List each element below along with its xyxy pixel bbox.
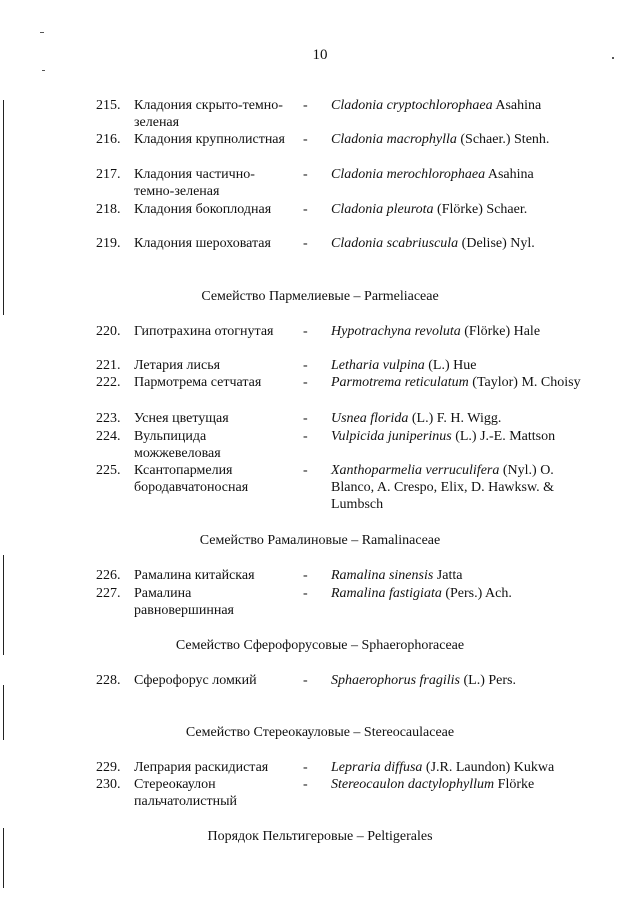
latin-binomial: Ramalina fastigiata [331, 586, 442, 601]
entry-number: 220. [96, 324, 121, 339]
latin-author: (L.) Pers. [463, 673, 516, 688]
latin-name [331, 410, 591, 427]
latin-name [331, 235, 591, 252]
separator-dash: - [303, 324, 308, 339]
latin-author: (J.R. Laundon) Kukwa [425, 760, 555, 775]
latin-binomial: Letharia vulpina [331, 358, 425, 373]
entry-number: 221. [96, 358, 121, 373]
separator-dash: - [303, 411, 308, 426]
latin-author: (Schaer.) Stenh. [460, 132, 550, 147]
latin-binomial: Usnea florida [331, 411, 409, 426]
latin-binomial: Cladonia cryptochlorophaea [331, 98, 493, 113]
entry-number: 228. [96, 673, 121, 688]
russian-name: Кладония крупнолистная [134, 132, 285, 147]
latin-author: (Pers.) Ach. [445, 586, 512, 601]
entry-number: 223. [96, 411, 121, 426]
russian-name: Сферофорус ломкий [134, 673, 257, 688]
separator-dash: - [303, 236, 308, 251]
separator-dash: - [303, 463, 308, 478]
latin-name [331, 462, 591, 513]
order-heading: Порядок Пельтигеровые – Peltigerales [207, 829, 433, 844]
separator-dash: - [303, 98, 308, 113]
russian-name: Кладония частично-темно-зеленая [134, 167, 255, 199]
russian-name: Кладония бокоплодная [134, 202, 272, 217]
russian-name: Рамалина китайская [134, 568, 255, 583]
latin-binomial: Parmotrema reticulatum [331, 375, 469, 390]
russian-name: Рамалина равновершинная [134, 586, 234, 618]
latin-author: (L.) J.-E. Mattson [455, 429, 556, 444]
latin-binomial: Cladonia merochlorophaea [331, 167, 486, 182]
entry-number: 219. [96, 236, 121, 251]
latin-name [331, 776, 591, 793]
latin-binomial: Cladonia pleurota [331, 202, 434, 217]
entry-number: 227. [96, 586, 121, 601]
latin-name [331, 759, 591, 776]
entry-number: 217. [96, 167, 121, 182]
page-number: 10 [312, 47, 328, 63]
separator-dash: - [303, 777, 308, 792]
latin-author: (Delise) Nyl. [461, 236, 535, 251]
latin-name [331, 428, 591, 445]
family-heading: Семейство Стереокауловые – Stereocaulaceae [185, 725, 455, 740]
russian-name: Кладония скрыто-темно-зеленая [134, 98, 283, 130]
latin-binomial: Sphaerophorus fragilis [331, 673, 460, 688]
latin-author: Asahina [487, 167, 534, 182]
separator-dash: - [303, 673, 308, 688]
separator-dash: - [303, 202, 308, 217]
latin-author: (Flörke) Schaer. [437, 202, 528, 217]
latin-name [331, 97, 591, 114]
latin-author: Flörke [497, 777, 535, 792]
family-heading: Семейство Рамалиновые – Ramalinaceae [199, 533, 441, 548]
latin-name [331, 357, 591, 374]
latin-name [331, 201, 591, 218]
latin-author: Asahina [495, 98, 542, 113]
russian-name: Пармотрема сетчатая [134, 375, 262, 390]
latin-binomial: Stereocaulon dactylophyllum [331, 777, 495, 792]
russian-name: Лепрария раскидистая [134, 760, 269, 775]
latin-binomial: Ramalina sinensis [331, 568, 434, 583]
latin-name [331, 567, 591, 584]
entry-number: 230. [96, 777, 121, 792]
latin-author: (Nyl.) O. Blanco, A. Crespo, Elix, D. Hawksw. & Lumbsch [331, 463, 555, 512]
latin-binomial: Cladonia macrophylla [331, 132, 457, 147]
family-heading: Семейство Сферофорусовые – Sphaerophoraceae [175, 638, 465, 653]
russian-name: Стереокаулон пальчатолистный [134, 777, 237, 809]
separator-dash: - [303, 429, 308, 444]
latin-author: (Flörke) Hale [464, 324, 541, 339]
latin-name [331, 166, 591, 183]
latin-binomial: Vulpicida juniperinus [331, 429, 452, 444]
scan-speck [40, 32, 44, 33]
entry-number: 224. [96, 429, 121, 444]
latin-name [331, 323, 591, 340]
scan-speck [42, 70, 45, 71]
latin-name [331, 672, 591, 689]
latin-author: (Taylor) M. Choisy [472, 375, 581, 390]
entry-number: 216. [96, 132, 121, 147]
entry-number: 229. [96, 760, 121, 775]
latin-author: (L.) Hue [428, 358, 477, 373]
latin-author: (L.) F. H. Wigg. [411, 411, 502, 426]
latin-author: Jatta [436, 568, 463, 583]
margin-line [3, 100, 4, 315]
separator-dash: - [303, 375, 308, 390]
latin-name [331, 374, 591, 391]
entry-number: 225. [96, 463, 121, 478]
latin-binomial: Xanthoparmelia verruculifera [331, 463, 500, 478]
entry-number: 222. [96, 375, 121, 390]
russian-name: Кладония шероховатая [134, 236, 271, 251]
russian-name: Гипотрахина отогнутая [134, 324, 274, 339]
russian-name: Вульпицида можжевеловая [134, 429, 221, 461]
russian-name: Летария лисья [134, 358, 221, 373]
separator-dash: - [303, 358, 308, 373]
entry-number: 215. [96, 98, 121, 113]
latin-binomial: Lepraria diffusa [331, 760, 423, 775]
russian-name: Ксантопармелия бородавчатоносная [134, 463, 249, 495]
entry-number: 218. [96, 202, 121, 217]
separator-dash: - [303, 568, 308, 583]
latin-name [331, 585, 591, 602]
russian-name: Уснея цветущая [134, 411, 229, 426]
separator-dash: - [303, 586, 308, 601]
entry-number: 226. [96, 568, 121, 583]
family-heading: Семейство Пармелиевые – Parmeliaceae [201, 289, 439, 304]
latin-binomial: Cladonia scabriuscula [331, 236, 459, 251]
separator-dash: - [303, 132, 308, 147]
separator-dash: - [303, 167, 308, 182]
separator-dash: - [303, 760, 308, 775]
latin-name [331, 131, 591, 148]
latin-binomial: Hypotrachyna revoluta [331, 324, 461, 339]
